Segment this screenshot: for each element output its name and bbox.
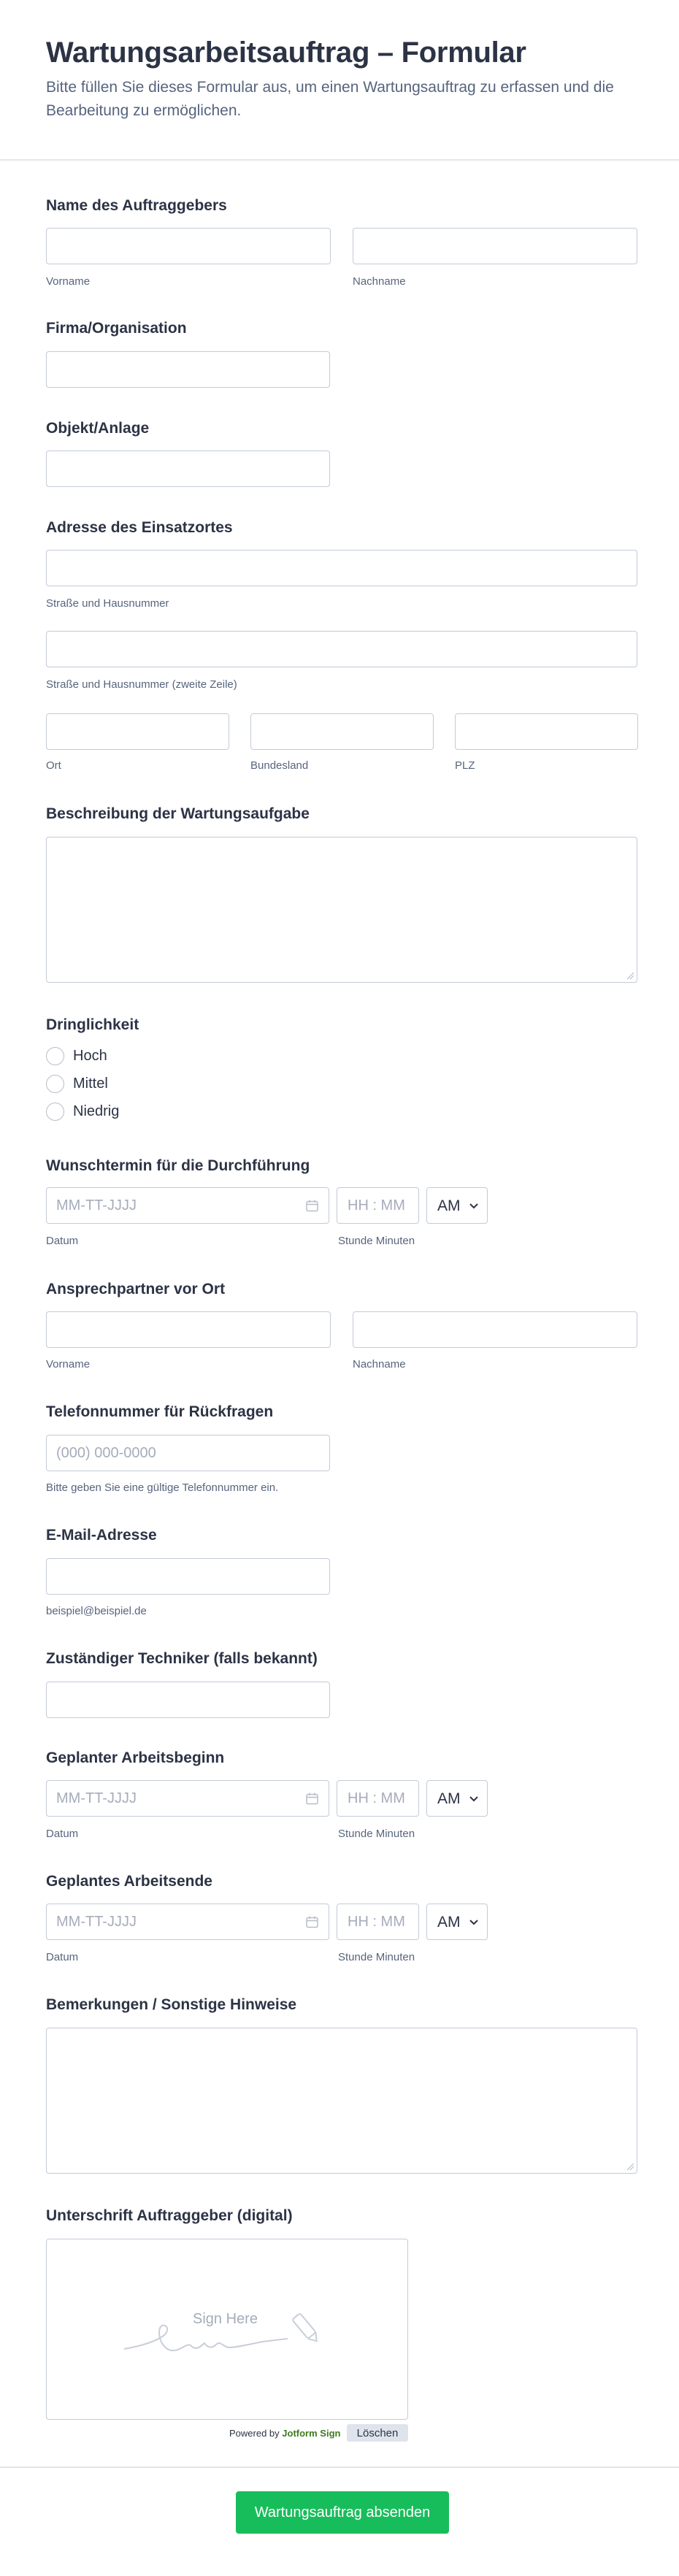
- signature-hint: Sign Here: [193, 2311, 258, 2327]
- ampm-value: AM: [437, 1914, 461, 1931]
- time-placeholder: HH : MM: [348, 1790, 405, 1806]
- signature-label: Unterschrift Auftraggeber (digital): [46, 2207, 293, 2224]
- header-divider: [0, 159, 679, 161]
- desired-time-sublabel: Stunde Minuten: [338, 1235, 415, 1247]
- object-input[interactable]: [46, 451, 330, 487]
- client-name-label: Name des Auftraggebers: [46, 197, 227, 214]
- technician-label: Zuständiger Techniker (falls bekannt): [46, 1650, 318, 1667]
- urgency-option-label: Mittel: [73, 1076, 108, 1092]
- radio-circle[interactable]: [46, 1103, 64, 1121]
- ampm-value: AM: [437, 1790, 461, 1807]
- urgency-option-label: Niedrig: [73, 1103, 120, 1119]
- page-title: Wartungsarbeitsauftrag – Formular: [46, 37, 526, 69]
- start-date-input[interactable]: [46, 1780, 329, 1817]
- time-placeholder: HH : MM: [348, 1914, 405, 1930]
- desired-date-label: Wunschtermin für die Durchführung: [46, 1157, 310, 1174]
- company-label: Firma/Organisation: [46, 320, 187, 337]
- contact-last-name-sublabel: Nachname: [353, 1358, 406, 1371]
- clear-signature-button[interactable]: Löschen: [347, 2424, 408, 2442]
- contact-last-name-input[interactable]: [353, 1311, 637, 1348]
- end-time-input[interactable]: [337, 1904, 419, 1940]
- description-label: Beschreibung der Wartungsaufgabe: [46, 805, 310, 822]
- address-line1-input[interactable]: [46, 550, 637, 586]
- urgency-option-high[interactable]: [46, 1047, 107, 1065]
- client-last-name-input[interactable]: [353, 228, 637, 264]
- desired-time-input[interactable]: [337, 1187, 419, 1224]
- date-placeholder: MM-TT-JJJJ: [56, 1790, 137, 1806]
- start-label: Geplanter Arbeitsbeginn: [46, 1749, 225, 1766]
- start-time-input[interactable]: [337, 1780, 419, 1817]
- email-input[interactable]: [46, 1558, 330, 1595]
- phone-placeholder: (000) 000-0000: [56, 1445, 156, 1461]
- remarks-label: Bemerkungen / Sonstige Hinweise: [46, 1996, 297, 2013]
- description-textarea[interactable]: [46, 837, 637, 983]
- contact-first-name-sublabel: Vorname: [46, 1358, 91, 1371]
- city-sublabel: Ort: [46, 759, 61, 772]
- company-input[interactable]: [46, 351, 330, 388]
- contact-label: Ansprechpartner vor Ort: [46, 1281, 226, 1297]
- client-first-name-input[interactable]: [46, 228, 331, 264]
- end-time-sublabel: Stunde Minuten: [338, 1951, 415, 1963]
- signature-scribble-icon: [120, 2307, 324, 2361]
- signature-pad[interactable]: [46, 2239, 408, 2420]
- calendar-icon[interactable]: [306, 1916, 318, 1928]
- object-label: Objekt/Anlage: [46, 420, 150, 437]
- city-input[interactable]: [46, 713, 229, 750]
- time-placeholder: HH : MM: [348, 1197, 405, 1214]
- urgency-option-low[interactable]: [46, 1103, 119, 1121]
- jotform-sign-link[interactable]: Jotform Sign: [282, 2428, 341, 2439]
- address-line2-sublabel: Straße und Hausnummer (zweite Zeile): [46, 678, 237, 691]
- desired-ampm-select[interactable]: [426, 1187, 488, 1224]
- radio-circle[interactable]: [46, 1075, 64, 1093]
- page-subtitle: Bitte füllen Sie dieses Formular aus, um einen Wartungsauftrag zu erfassen und die Bearbeitung zu ermöglichen.: [46, 79, 614, 119]
- chevron-down-icon: [469, 1203, 478, 1209]
- email-label: E-Mail-Adresse: [46, 1527, 157, 1544]
- end-label: Geplantes Arbeitsende: [46, 1873, 212, 1890]
- calendar-icon[interactable]: [306, 1200, 318, 1212]
- zip-sublabel: PLZ: [455, 759, 475, 772]
- calendar-icon[interactable]: [306, 1793, 318, 1805]
- powered-by: [229, 2428, 340, 2439]
- footer-divider: [0, 2466, 679, 2468]
- radio-circle[interactable]: [46, 1047, 64, 1065]
- submit-button[interactable]: Wartungsauftrag absenden: [236, 2491, 449, 2534]
- desired-date-input[interactable]: [46, 1187, 329, 1224]
- client-first-name-sublabel: Vorname: [46, 275, 91, 288]
- end-date-sublabel: Datum: [46, 1951, 79, 1963]
- ampm-value: AM: [437, 1197, 461, 1214]
- date-placeholder: MM-TT-JJJJ: [56, 1914, 137, 1930]
- email-sublabel: beispiel@beispiel.de: [46, 1605, 147, 1617]
- resize-handle-icon[interactable]: [626, 2162, 634, 2171]
- start-time-sublabel: Stunde Minuten: [338, 1828, 415, 1840]
- phone-label: Telefonnummer für Rückfragen: [46, 1403, 274, 1420]
- contact-first-name-input[interactable]: [46, 1311, 331, 1348]
- chevron-down-icon: [469, 1796, 478, 1802]
- urgency-option-medium[interactable]: [46, 1075, 108, 1093]
- address-line1-sublabel: Straße und Hausnummer: [46, 597, 169, 610]
- technician-input[interactable]: [46, 1682, 330, 1718]
- client-last-name-sublabel: Nachname: [353, 275, 406, 288]
- chevron-down-icon: [469, 1920, 478, 1925]
- desired-date-sublabel: Datum: [46, 1235, 79, 1247]
- end-date-input[interactable]: [46, 1904, 329, 1940]
- urgency-label: Dringlichkeit: [46, 1016, 139, 1033]
- resize-handle-icon[interactable]: [626, 971, 634, 980]
- address-label: Adresse des Einsatzortes: [46, 519, 233, 536]
- start-date-sublabel: Datum: [46, 1828, 79, 1840]
- state-sublabel: Bundesland: [250, 759, 309, 772]
- powered-by-prefix: Powered by: [229, 2428, 280, 2439]
- zip-input[interactable]: [455, 713, 638, 750]
- phone-sublabel: Bitte geben Sie eine gültige Telefonnummer ein.: [46, 1481, 279, 1494]
- urgency-option-label: Hoch: [73, 1048, 107, 1064]
- remarks-textarea[interactable]: [46, 2028, 637, 2174]
- address-line2-input[interactable]: [46, 631, 637, 667]
- state-input[interactable]: [250, 713, 434, 750]
- phone-input[interactable]: [46, 1435, 330, 1471]
- end-ampm-select[interactable]: [426, 1904, 488, 1940]
- date-placeholder: MM-TT-JJJJ: [56, 1197, 137, 1214]
- start-ampm-select[interactable]: [426, 1780, 488, 1817]
